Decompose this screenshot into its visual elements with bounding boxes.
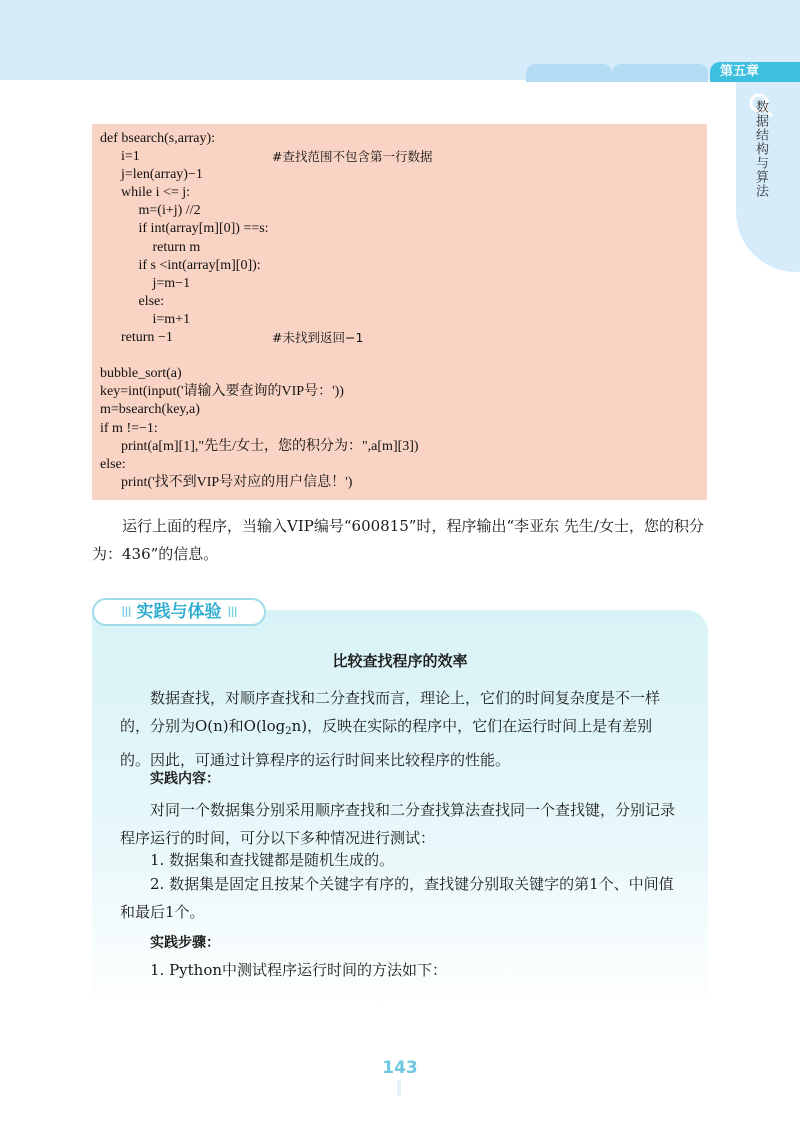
code-text: i=m+1 (100, 311, 191, 327)
step-1: 1. Python中测试程序运行时间的方法如下： (150, 961, 448, 979)
code-text: return −1 (100, 330, 173, 346)
code-text: j=len(array)−1 (100, 167, 203, 183)
code-line (100, 130, 699, 148)
badge-bars-left: III (121, 605, 131, 621)
code-line (100, 202, 699, 220)
code-text: bubble_sort(a) (100, 366, 182, 382)
code-text: print('找不到VIP号对应的用户信息！') (100, 474, 353, 490)
code-text: j=m−1 (100, 275, 191, 291)
code-line (100, 293, 699, 311)
code-line (100, 239, 699, 257)
code-text: m=(i+j) //2 (100, 203, 201, 219)
content-item-2: 2. 数据集是固定且按某个关键字有序的，查找键分别取关键字的第1个、中间值和最后1个。 (120, 875, 674, 921)
code-line (100, 347, 699, 365)
code-line (100, 456, 699, 474)
code-text: else: (100, 293, 165, 309)
content-text: 对同一个数据集分别采用顺序查找和二分查找算法查找同一个查找键，分别记录程序运行的时间，可分以下多种情况进行测试： (120, 801, 676, 847)
page-number-tick (397, 1080, 401, 1096)
code-line (100, 420, 699, 438)
code-line (100, 438, 699, 456)
code-text: if m !=−1: (100, 420, 158, 436)
code-line (100, 311, 699, 329)
code-block (92, 124, 707, 500)
chapter-label: 第五章 (710, 62, 800, 82)
code-text: m=bsearch(key,a) (100, 402, 200, 418)
badge-bars-right: III (227, 605, 237, 621)
code-comment: #查找范围不包含第一行数据 (272, 149, 433, 165)
code-line (100, 257, 699, 275)
code-comment: #未找到返回−1 (272, 330, 364, 346)
section-side-title: 数据结构与算法 (753, 100, 768, 198)
intro-text-b: n)，反映在实际的程序中，它们在运行时间上是有差别的。因此，可通过计算程序的运行时间来比较程序的性能。 (120, 717, 653, 769)
code-line (100, 329, 699, 347)
code-text: print(a[m][1],"先生/女士，您的积分为：",a[m][3]) (100, 438, 419, 454)
code-text: return m (100, 239, 201, 255)
code-line (100, 401, 699, 419)
code-line (100, 148, 699, 166)
code-text: if s <int(array[m][0]): (100, 257, 261, 273)
steps-heading: 实践步骤： (150, 935, 220, 951)
content-item-1: 1. 数据集和查找键都是随机生成的。 (150, 851, 395, 869)
log-base: 2 (285, 726, 292, 737)
code-line (100, 184, 699, 202)
header-tab-decoration (526, 64, 612, 82)
code-line (100, 220, 699, 238)
code-line (100, 166, 699, 184)
practice-badge (92, 598, 266, 626)
code-text: key=int(input('请输入要查询的VIP号：')) (100, 384, 344, 400)
code-text: while i <= j: (100, 185, 191, 201)
code-line (100, 275, 699, 293)
code-text: else: (100, 456, 126, 472)
code-text: def bsearch(s,array): (100, 131, 216, 146)
result-paragraph: 运行上面的程序，当输入VIP编号“600815”时，程序输出“李亚东 先生/女士，您的积分为：436”的信息。 (92, 517, 704, 563)
practice-title: 比较查找程序的效率 (332, 652, 468, 670)
practice-badge-label: 实践与体验 (136, 602, 222, 622)
code-text: i=1 (100, 149, 140, 165)
content-heading: 实践内容： (150, 771, 220, 787)
intro-text-a: 数据查找，对顺序查找和二分查找而言，理论上，它们的时间复杂度是不一样的，分别为O(n)和O(log (120, 689, 661, 735)
code-line (100, 383, 699, 401)
code-line (100, 474, 699, 492)
header-tab-decoration (612, 64, 708, 82)
practice-intro (120, 684, 680, 774)
code-line (100, 365, 699, 383)
code-text: if int(array[m][0]) ==s: (100, 221, 269, 237)
page-number: 143 (382, 1058, 418, 1078)
